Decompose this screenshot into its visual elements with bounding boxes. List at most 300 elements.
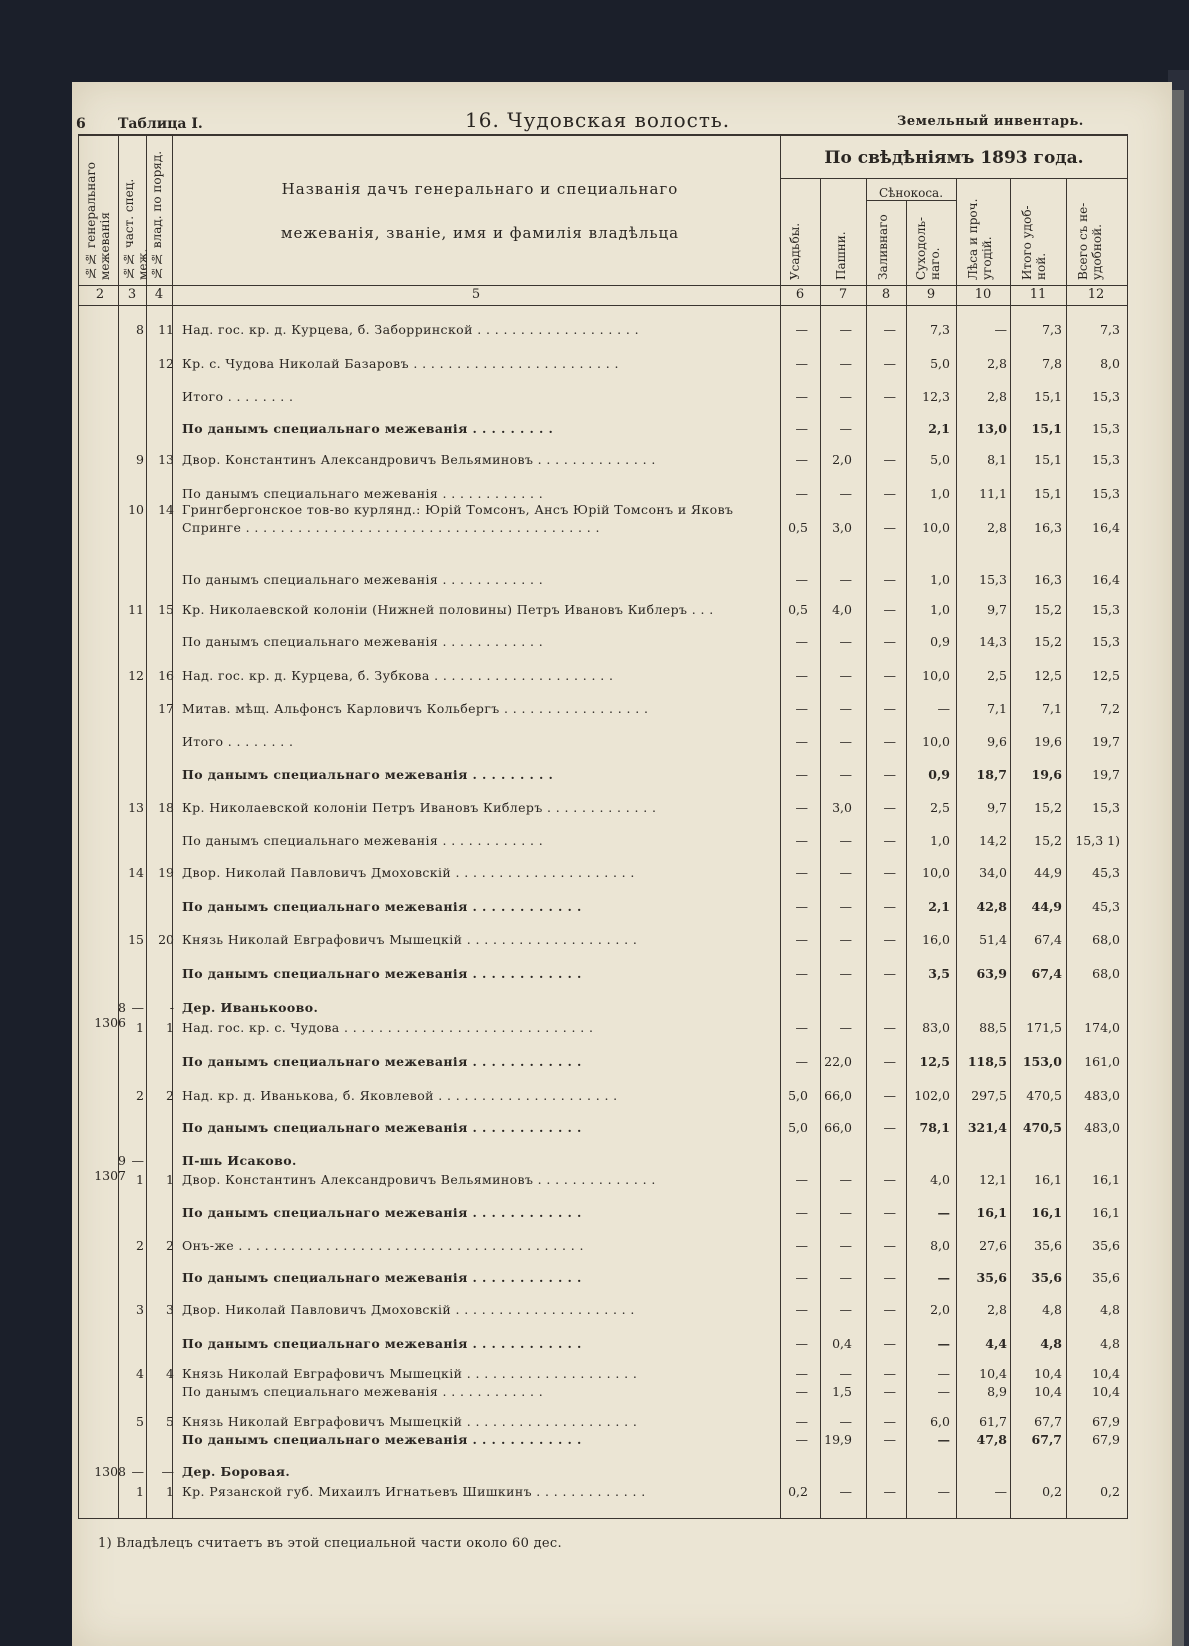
value-usable-total: 7,8 [1042,356,1062,371]
value-forest: 13,0 [976,421,1007,436]
value-estates: — [795,1384,808,1399]
value-estates: — [795,486,808,501]
value-estates: 0,5 [788,520,808,535]
value-meadow-flood: — [883,520,896,535]
value-grand-total: 68,0 [1092,932,1120,947]
value-usable-total: 15,1 [1034,486,1062,501]
value-usable-total: 10,4 [1034,1366,1062,1381]
value-meadow-flood: — [883,767,896,782]
spec-number: 1 [136,1172,144,1187]
gen-number: 8 1306 [94,1000,126,1030]
table-row [0,767,1189,787]
owner-number: 12 [158,356,174,371]
value-grand-total: 15,3 [1092,421,1120,436]
owner-name: Над. кр. д. Иванькова, б. Яковлевой . . . . . . . . . . . . . . . . . . . . . [182,1088,618,1103]
table-row [0,389,1189,409]
value-meadow-flood: — [883,1238,896,1253]
value-forest: 118,5 [967,1054,1007,1069]
value-usable-total: 15,2 [1034,602,1062,617]
value-estates: — [795,668,808,683]
owner-name: Итого . . . . . . . . [182,389,294,404]
owner-name: Двор. Николай Павловичъ Дмоховскій . . . . . . . . . . . . . . . . . . . . . [182,1302,635,1317]
spec-number: 1 [136,1484,144,1499]
owner-name: По данымъ специальнаго межеванія . . . . . . . . . . . . [182,634,544,649]
value-forest: 321,4 [967,1120,1007,1135]
value-arable: 66,0 [824,1088,852,1103]
value-usable-total: 16,3 [1034,572,1062,587]
spec-number: 15 [128,932,144,947]
value-forest: 35,6 [976,1270,1007,1285]
spec-number: — [131,1153,144,1168]
owner-name: Кр. с. Чудова Николай Базаровъ . . . . . . . . . . . . . . . . . . . . . . . . [182,356,619,371]
value-meadow-dry: — [937,1484,950,1499]
value-grand-total: 15,3 [1092,634,1120,649]
value-meadow-dry: 12,3 [922,389,950,404]
value-meadow-flood: — [883,1414,896,1429]
value-arable: — [839,1270,852,1285]
value-forest: 8,9 [987,1384,1007,1399]
owner-name: По данымъ специальнаго межеванія . . . . . . . . . . . . [182,899,582,914]
hay-group-header: Сѣнокоса. [878,186,944,200]
value-estates: — [795,572,808,587]
spec-number: 3 [136,1302,144,1317]
col-header-c8: Заливнаго [876,214,890,280]
table-row [0,1088,1189,1108]
value-arable: — [839,1238,852,1253]
owner-name: П-шь Исаково. [182,1153,297,1168]
value-grand-total: 10,4 [1092,1384,1120,1399]
value-grand-total: 483,0 [1084,1088,1120,1103]
value-usable-total: 7,1 [1042,701,1062,716]
value-arable: 3,0 [832,520,852,535]
value-grand-total: 483,0 [1084,1120,1120,1135]
value-arable: — [839,865,852,880]
table-row [0,701,1189,721]
value-meadow-dry: — [937,1432,950,1447]
value-forest: 27,6 [979,1238,1007,1253]
value-grand-total: 15,3 [1092,486,1120,501]
value-estates: — [795,1054,808,1069]
value-arable: — [839,734,852,749]
value-estates: 0,5 [788,602,808,617]
value-usable-total: 153,0 [1022,1054,1062,1069]
table-row [0,1464,1189,1484]
running-header-right: Земельный инвентарь. [897,114,1084,129]
value-meadow-dry: 10,0 [922,734,950,749]
spec-number: 2 [136,1238,144,1253]
value-meadow-flood: — [883,1366,896,1381]
owner-number: 2 [166,1238,174,1253]
value-usable-total: 4,8 [1040,1336,1062,1351]
value-forest: 34,0 [979,865,1007,880]
value-meadow-dry: 10,0 [922,520,950,535]
value-arable: — [839,1366,852,1381]
value-forest: 2,8 [987,356,1007,371]
value-usable-total: 4,8 [1042,1302,1062,1317]
table-row [0,800,1189,820]
year-rule [780,178,1128,179]
owner-name: По данымъ специальнаго межеванія . . . . . . . . . . . . [182,572,544,587]
owner-name: Двор. Константинъ Александровичъ Вельяминовъ . . . . . . . . . . . . . . [182,1172,656,1187]
value-usable-total: 44,9 [1031,899,1062,914]
value-meadow-flood: — [883,1120,896,1135]
value-meadow-dry: 1,0 [930,572,950,587]
value-grand-total: 16,4 [1092,520,1120,535]
value-forest: 9,7 [987,800,1007,815]
value-meadow-flood: — [883,634,896,649]
value-estates: — [795,1020,808,1035]
value-grand-total: 15,3 [1092,452,1120,467]
colnum-rule [78,305,1128,306]
table-label: Таблица I. [118,116,203,132]
owner-name: По данымъ специальнаго межеванія . . . . . . . . . . . . [182,1432,582,1447]
value-forest: 18,7 [976,767,1007,782]
value-estates: — [795,767,808,782]
value-forest: 14,2 [979,833,1007,848]
page-number: 6 [76,116,86,132]
owner-name: По данымъ специальнаго межеванія . . . . . . . . . . . . [182,1270,582,1285]
value-arable: — [839,1020,852,1035]
value-meadow-dry: 8,0 [930,1238,950,1253]
value-grand-total: 16,1 [1092,1172,1120,1187]
table-row [0,1270,1189,1290]
value-arable: 4,0 [832,602,852,617]
owner-number: 20 [158,932,174,947]
table-row [0,734,1189,754]
page-title: 16. Чудовская волость. [465,108,731,132]
table-row [0,1120,1189,1140]
value-usable-total: 0,2 [1042,1484,1062,1499]
spec-number: 1 [136,1020,144,1035]
owner-name: По данымъ специальнаго межеванія . . . . . . . . . . . . [182,1205,582,1220]
value-forest: 12,1 [979,1172,1007,1187]
owner-number: 1 [166,1172,174,1187]
value-meadow-dry: 10,0 [922,865,950,880]
value-forest: 51,4 [979,932,1007,947]
owner-number: — [161,1464,174,1479]
value-forest: 47,8 [976,1432,1007,1447]
owner-name: Двор. Николай Павловичъ Дмоховскій . . . . . . . . . . . . . . . . . . . . . [182,865,635,880]
value-usable-total: 12,5 [1034,668,1062,683]
value-meadow-flood: — [883,389,896,404]
value-grand-total: 45,3 [1092,899,1120,914]
table-row [0,1336,1189,1356]
value-arable: 3,0 [832,800,852,815]
value-arable: — [839,1484,852,1499]
value-forest: 61,7 [979,1414,1007,1429]
value-grand-total: 16,4 [1092,572,1120,587]
value-estates: — [795,1336,808,1351]
value-meadow-dry: 1,0 [930,602,950,617]
spec-number: — [131,1464,144,1479]
value-usable-total: 171,5 [1026,1020,1062,1035]
value-meadow-dry: 5,0 [930,356,950,371]
value-estates: — [795,1366,808,1381]
value-grand-total: 45,3 [1092,865,1120,880]
value-meadow-dry: 0,9 [928,767,950,782]
top-rule [78,134,1128,136]
value-estates: — [795,1432,808,1447]
col-header-c4: №№ влад. по поряд. [150,150,164,280]
value-meadow-flood: — [883,602,896,617]
spec-number: 2 [136,1088,144,1103]
value-estates: — [795,356,808,371]
spec-number: 11 [128,602,144,617]
colnum-9: 9 [926,287,936,302]
owner-name: Двор. Константинъ Александровичъ Вельяминовъ . . . . . . . . . . . . . . [182,452,656,467]
value-meadow-flood: — [883,1172,896,1187]
owner-name: Над. гос. кр. д. Курцева, б. Зубкова . . . . . . . . . . . . . . . . . . . . . [182,668,614,683]
value-estates: — [795,1302,808,1317]
value-meadow-dry: 1,0 [930,833,950,848]
table-row [0,1384,1189,1404]
value-meadow-flood: — [883,1270,896,1285]
value-forest: — [994,322,1007,337]
value-meadow-flood: — [883,322,896,337]
spec-number: 12 [128,668,144,683]
value-forest: 10,4 [979,1366,1007,1381]
value-grand-total: 67,9 [1092,1414,1120,1429]
value-meadow-flood: — [883,1384,896,1399]
value-arable: — [839,833,852,848]
owner-name: Грингбергонское тов-во курлянд.: Юрій Томсонъ, Ансъ Юрій Томсонъ и Яковъ [182,502,734,517]
value-usable-total: 44,9 [1034,865,1062,880]
value-usable-total: 67,4 [1034,932,1062,947]
value-meadow-dry: 2,1 [928,899,950,914]
value-usable-total: 470,5 [1026,1088,1062,1103]
owner-number: 1 [166,1484,174,1499]
gen-number: 9 1307 [94,1153,126,1183]
value-arable: — [839,389,852,404]
table-row [0,932,1189,952]
colnum-6: 6 [795,287,805,302]
value-grand-total: 35,6 [1092,1238,1120,1253]
value-usable-total: 19,6 [1034,734,1062,749]
spec-number: — [131,1000,144,1015]
value-arable: — [839,966,852,981]
owner-name: Кр. Николаевской колоніи Петръ Ивановъ Киблеръ . . . . . . . . . . . . . [182,800,657,815]
owner-number: 4 [166,1366,174,1381]
colnum-8: 8 [881,287,891,302]
value-grand-total: 7,3 [1100,322,1120,337]
value-estates: — [795,1205,808,1220]
value-arable: — [839,634,852,649]
value-grand-total: 15,3 [1092,389,1120,404]
value-arable: — [839,899,852,914]
table-row [0,966,1189,986]
value-meadow-flood: — [883,1432,896,1447]
value-meadow-dry: — [937,701,950,716]
owner-name: По данымъ специальнаго межеванія . . . . . . . . . . . . [182,1384,544,1399]
value-meadow-dry: — [937,1336,950,1351]
value-grand-total: 174,0 [1084,1020,1120,1035]
value-grand-total: 12,5 [1092,668,1120,683]
colnum-5: 5 [471,287,481,302]
value-estates: 5,0 [788,1120,808,1135]
colnum-7: 7 [838,287,848,302]
value-meadow-flood: — [883,1088,896,1103]
value-usable-total: 15,1 [1031,421,1062,436]
owner-name: По данымъ специальнаго межеванія . . . . . . . . . [182,767,554,782]
value-estates: — [795,800,808,815]
table-row [0,356,1189,376]
col-header-c11: Итого удоб-ной. [1020,205,1048,280]
value-estates: — [795,1270,808,1285]
table-row [0,1054,1189,1074]
value-estates: — [795,966,808,981]
value-forest: 88,5 [979,1020,1007,1035]
owner-number: 16 [158,668,174,683]
owner-name: Над. гос. кр. с. Чудова . . . . . . . . . . . . . . . . . . . . . . . . . . . . . [182,1020,594,1035]
value-grand-total: 8,0 [1100,356,1120,371]
value-estates: — [795,389,808,404]
value-estates: 0,2 [788,1484,808,1499]
gen-number: 1308 [94,1464,126,1479]
value-meadow-dry: — [937,1205,950,1220]
value-arable: — [839,1205,852,1220]
table-row [0,602,1189,622]
col-header-c9: Суходоль-наго. [914,216,942,280]
value-forest: 297,5 [971,1088,1007,1103]
value-grand-total: 161,0 [1084,1054,1120,1069]
value-usable-total: 35,6 [1031,1270,1062,1285]
table-row [0,322,1189,342]
value-meadow-flood: — [883,1205,896,1220]
value-arable: — [839,1414,852,1429]
value-meadow-flood: — [883,800,896,815]
owner-name: Кр. Николаевской колоніи (Нижней половины) Петръ Ивановъ Киблеръ . . . [182,602,714,617]
value-grand-total: 16,1 [1092,1205,1120,1220]
owner-name: По данымъ специальнаго межеванія . . . . . . . . . . . . [182,1336,582,1351]
value-meadow-flood: — [883,1020,896,1035]
owner-number: 14 [158,502,174,517]
value-estates: — [795,452,808,467]
value-forest: 7,1 [987,701,1007,716]
value-forest: 4,4 [985,1336,1007,1351]
value-meadow-flood: — [883,865,896,880]
colnum-10: 10 [974,287,992,302]
hay-rule [866,200,956,201]
value-meadow-flood: — [883,668,896,683]
table-row [0,1432,1189,1452]
spec-number: 4 [136,1366,144,1381]
value-meadow-flood: — [883,572,896,587]
owner-name: Митав. мѣщ. Альфонсъ Карловичъ Кольбергъ . . . . . . . . . . . . . . . . . [182,701,649,716]
owner-name: Итого . . . . . . . . [182,734,294,749]
owner-name: Дер. Боровая. [182,1464,291,1479]
value-meadow-flood: — [883,966,896,981]
value-usable-total: 15,2 [1034,800,1062,815]
value-meadow-flood: — [883,932,896,947]
value-forest: 15,3 [979,572,1007,587]
value-arable: — [839,1172,852,1187]
value-meadow-flood: — [883,356,896,371]
col-header-c5-line1: Названія дачъ генеральнаго и специальнаго [281,180,679,198]
table-row [0,452,1189,472]
value-meadow-dry: — [937,1384,950,1399]
table-row [0,1414,1189,1434]
owner-name: Князь Николай Евграфовичъ Мышецкій . . . . . . . . . . . . . . . . . . . . [182,1366,638,1381]
value-forest: 42,8 [976,899,1007,914]
value-meadow-dry: — [937,1270,950,1285]
value-arable: — [839,767,852,782]
value-arable: — [839,486,852,501]
owner-number: 17 [158,701,174,716]
colnum-4: 4 [154,287,164,302]
table-row [0,1172,1189,1192]
table-row [0,572,1189,592]
value-estates: — [795,734,808,749]
value-grand-total: 10,4 [1092,1366,1120,1381]
value-meadow-flood: — [883,701,896,716]
table-row [0,634,1189,654]
value-forest: 14,3 [979,634,1007,649]
value-forest: 2,8 [987,389,1007,404]
table-row [0,1205,1189,1225]
col-header-c3: №№ част. спец. меж. [122,178,150,280]
value-meadow-dry: 2,0 [930,1302,950,1317]
value-meadow-flood: — [883,1054,896,1069]
value-meadow-dry: 6,0 [930,1414,950,1429]
value-usable-total: 10,4 [1034,1384,1062,1399]
value-forest: 63,9 [976,966,1007,981]
owner-number: 15 [158,602,174,617]
table-row [0,668,1189,688]
value-forest: — [994,1484,1007,1499]
value-grand-total: 67,9 [1092,1432,1120,1447]
owner-name: По данымъ специальнаго межеванія . . . . . . . . . . . . [182,1054,582,1069]
owner-number: 11 [158,322,174,337]
value-meadow-flood: — [883,1336,896,1351]
value-estates: — [795,833,808,848]
value-grand-total: 4,8 [1100,1336,1120,1351]
value-meadow-dry: — [937,1366,950,1381]
owner-number: 2 [166,1088,174,1103]
table-row [0,865,1189,885]
value-meadow-flood: — [883,1302,896,1317]
owner-name: Кр. Рязанской губ. Михаилъ Игнатьевъ Шишкинъ . . . . . . . . . . . . . [182,1484,646,1499]
value-estates: — [795,322,808,337]
owner-name: Над. гос. кр. д. Курцева, б. Заборринской . . . . . . . . . . . . . . . . . . . [182,322,640,337]
table-row [0,502,1189,535]
value-meadow-dry: 83,0 [922,1020,950,1035]
table-row [0,1020,1189,1040]
value-estates: — [795,1172,808,1187]
value-arable: 19,9 [824,1432,852,1447]
value-meadow-dry: 7,3 [930,322,950,337]
table-row [0,899,1189,919]
colnum-11: 11 [1029,287,1047,302]
col-header-c7: Пашни. [834,231,848,280]
value-grand-total: 15,3 [1092,800,1120,815]
owner-number: 5 [166,1414,174,1429]
spec-number: 9 [136,452,144,467]
colnum-2: 2 [95,287,105,302]
value-forest: 9,7 [987,602,1007,617]
value-arable: — [839,668,852,683]
owner-name: Дер. Иванькоово. [182,1000,319,1015]
spec-number: 13 [128,800,144,815]
value-arable: — [839,932,852,947]
value-estates: — [795,865,808,880]
value-meadow-dry: 10,0 [922,668,950,683]
owner-number: - [169,1000,174,1015]
table-row [0,833,1189,853]
colnum-12: 12 [1087,287,1105,302]
value-estates: — [795,634,808,649]
owner-name: По данымъ специальнаго межеванія . . . . . . . . . . . . [182,1120,582,1135]
value-meadow-dry: 4,0 [930,1172,950,1187]
